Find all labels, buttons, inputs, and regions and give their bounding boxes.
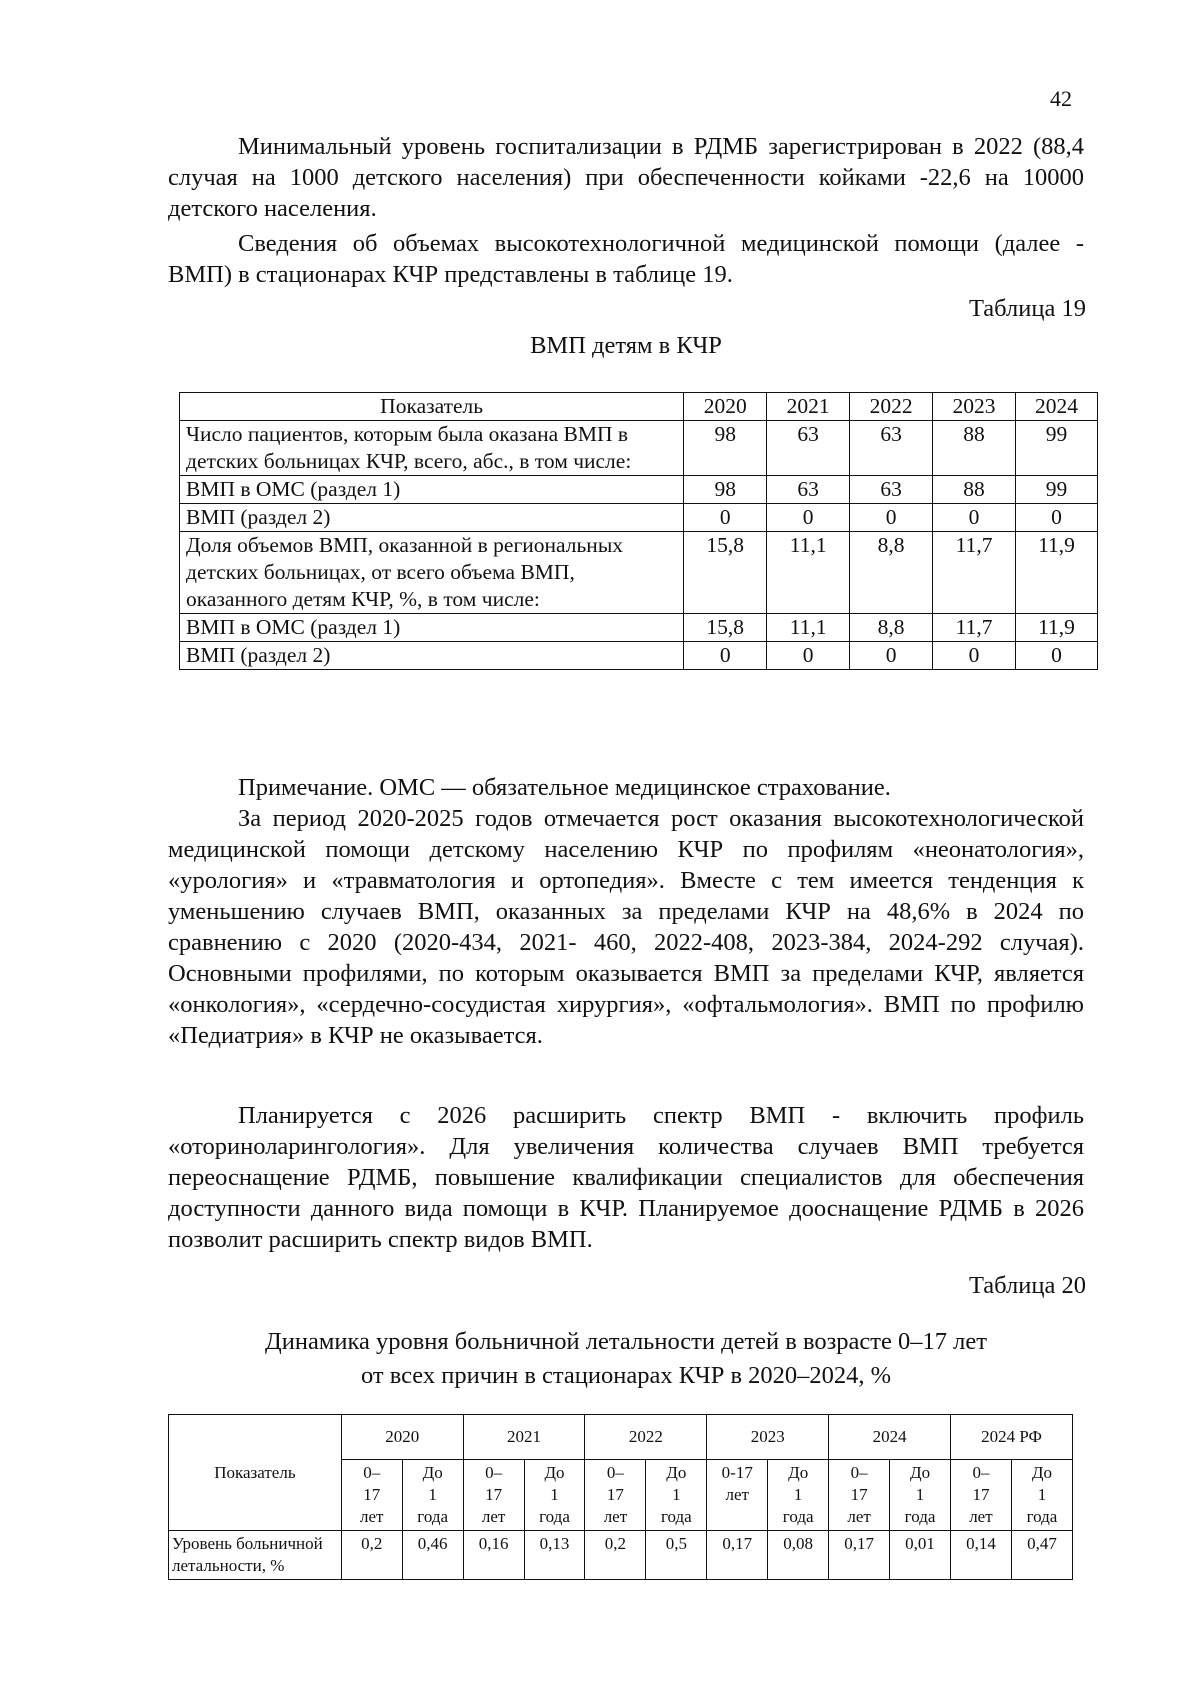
cell-value: 0 xyxy=(933,642,1016,670)
cell-value: 0 xyxy=(684,504,767,532)
sub-age-0-17: 0– 17 лет xyxy=(463,1460,524,1531)
cell-value: 8,8 xyxy=(850,532,933,614)
cell-value: 11,1 xyxy=(767,532,850,614)
cell-value: 15,8 xyxy=(684,532,767,614)
paragraph-vmp-intro xyxy=(168,228,1084,290)
cell-value: 0,13 xyxy=(524,1531,585,1580)
paragraph-text: Минимальный уровень госпитализации в РДМБ зарегистрирован в 2022 (88,4 случая на 1000 детского населения) при обеспеченности койками -22,6 на 10000 детского населения. xyxy=(168,133,1084,222)
table-row xyxy=(180,476,1098,504)
sub-under-1: До 1 года xyxy=(768,1460,829,1531)
cell-value: 11,1 xyxy=(767,614,850,642)
row-label: Доля объемов ВМП, оказанной в региональных детских больницах, от всего объема ВМП, оказанного детям КЧР, %, в том числе: xyxy=(180,532,684,614)
cell-value: 63 xyxy=(767,421,850,476)
sub-age-0-17: 0– 17 лет xyxy=(829,1460,890,1531)
cell-value: 63 xyxy=(767,476,850,504)
cell-value: 0,14 xyxy=(950,1531,1011,1580)
row-label: Уровень больничной летальности, % xyxy=(169,1531,342,1580)
cell-value: 0 xyxy=(767,642,850,670)
cell-value: 0,01 xyxy=(890,1531,951,1580)
header-year: 2024 xyxy=(1016,393,1098,421)
header-year: 2020 xyxy=(684,393,767,421)
table20 xyxy=(168,1414,1073,1580)
cell-value: 0,17 xyxy=(829,1531,890,1580)
cell-value: 0,16 xyxy=(463,1531,524,1580)
header-year: 2021 xyxy=(767,393,850,421)
table19-label: Таблица 19 xyxy=(968,295,1086,322)
row-label: Число пациентов, которым была оказана ВМП в детских больницах КЧР, всего, абс., в том числе: xyxy=(180,421,684,476)
paragraph-vmp-trend xyxy=(168,803,1084,1051)
header-indicator: Показатель xyxy=(180,393,684,421)
cell-value: 0 xyxy=(1016,642,1098,670)
sub-age-0-17: 0-17 лет xyxy=(707,1460,768,1531)
sub-under-1: До 1 года xyxy=(524,1460,585,1531)
cell-value: 8,8 xyxy=(850,614,933,642)
table20-title-line2: от всех причин в стационарах КЧР в 2020–2024, % xyxy=(360,1362,892,1389)
table-row xyxy=(180,614,1098,642)
table-row xyxy=(180,532,1098,614)
paragraph-text: Планируется с 2026 расширить спектр ВМП - включить профиль «оториноларингология». Для увеличения количества случаев ВМП требуется переоснащение РДМБ, повышение квалификации специалистов для обеспечения доступности данного вида помощи в КЧР. Планируемое дооснащение РДМБ в 2026 позволит расширить спектр видов ВМП. xyxy=(168,1102,1084,1253)
paragraph-text: Сведения об объемах высокотехнологичной медицинской помощи (далее - ВМП) в стационарах КЧР представлены в таблице 19. xyxy=(168,230,1084,288)
table-row xyxy=(180,421,1098,476)
cell-value: 0 xyxy=(1016,504,1098,532)
sub-age-0-17: 0– 17 лет xyxy=(341,1460,402,1531)
cell-value: 88 xyxy=(933,476,1016,504)
header-indicator: Показатель xyxy=(169,1415,342,1531)
header-year: 2020 xyxy=(341,1415,463,1460)
table-row xyxy=(169,1531,1073,1580)
row-label: ВМП (раздел 2) xyxy=(180,642,684,670)
table20-label: Таблица 20 xyxy=(968,1272,1086,1299)
cell-value: 63 xyxy=(850,421,933,476)
note-text: Примечание. ОМС — обязательное медицинское страхование. xyxy=(238,774,891,801)
cell-value: 88 xyxy=(933,421,1016,476)
header-year: 2022 xyxy=(850,393,933,421)
header-year: 2022 xyxy=(585,1415,707,1460)
row-label: ВМП в ОМС (раздел 1) xyxy=(180,614,684,642)
sub-age-0-17: 0– 17 лет xyxy=(950,1460,1011,1531)
sub-age-0-17: 0– 17 лет xyxy=(585,1460,646,1531)
cell-value: 15,8 xyxy=(684,614,767,642)
cell-value: 0 xyxy=(850,504,933,532)
note-oms xyxy=(168,772,1084,803)
table19 xyxy=(179,392,1098,670)
header-year: 2021 xyxy=(463,1415,585,1460)
cell-value: 0 xyxy=(684,642,767,670)
sub-under-1: До 1 года xyxy=(1011,1460,1072,1531)
row-label: ВМП в ОМС (раздел 1) xyxy=(180,476,684,504)
table20-title-line1: Динамика уровня больничной летальности детей в возрасте 0–17 лет xyxy=(265,1328,987,1355)
sub-under-1: До 1 года xyxy=(890,1460,951,1531)
page-number: 42 xyxy=(1050,86,1072,111)
table-header-row xyxy=(180,393,1098,421)
table19-title: ВМП детям в КЧР xyxy=(530,332,722,359)
sub-under-1: До 1 года xyxy=(402,1460,463,1531)
cell-value: 0,2 xyxy=(585,1531,646,1580)
cell-value: 0,46 xyxy=(402,1531,463,1580)
table-row xyxy=(180,642,1098,670)
cell-value: 99 xyxy=(1016,421,1098,476)
cell-value: 63 xyxy=(850,476,933,504)
row-label: ВМП (раздел 2) xyxy=(180,504,684,532)
header-year: 2023 xyxy=(707,1415,829,1460)
cell-value: 0 xyxy=(933,504,1016,532)
cell-value: 98 xyxy=(684,476,767,504)
cell-value: 99 xyxy=(1016,476,1098,504)
paragraph-text: За период 2020-2025 годов отмечается рост оказания высокотехнологической медицинской помощи детскому населению КЧР по профилям «неонатология», «урология» и «травматология и ортопедия». Вместе с тем имеется тенденция к уменьшению случаев ВМП, оказанных за пределами КЧР на 48,6% в 2024 по сравнению с 2020 (2020-434, 2021- 460, 2022-408, 2023-384, 2024-292 случая). Основными профилями, по которым оказывается ВМП за пределами КЧР, является «онкология», «сердечно-сосудистая хирургия», «офтальмология». ВМП по профилю «Педиатрия» в КЧР не оказывается. xyxy=(168,805,1084,1049)
cell-value: 0,47 xyxy=(1011,1531,1072,1580)
cell-value: 11,7 xyxy=(933,532,1016,614)
cell-value: 11,9 xyxy=(1016,532,1098,614)
sub-under-1: До 1 года xyxy=(646,1460,707,1531)
header-year: 2023 xyxy=(933,393,1016,421)
table-header-row xyxy=(169,1415,1073,1460)
header-year-rf: 2024 РФ xyxy=(950,1415,1072,1460)
cell-value: 0,5 xyxy=(646,1531,707,1580)
cell-value: 98 xyxy=(684,421,767,476)
cell-value: 0 xyxy=(850,642,933,670)
cell-value: 0,17 xyxy=(707,1531,768,1580)
cell-value: 11,9 xyxy=(1016,614,1098,642)
cell-value: 0 xyxy=(767,504,850,532)
table-row xyxy=(180,504,1098,532)
cell-value: 0,2 xyxy=(341,1531,402,1580)
header-year: 2024 xyxy=(829,1415,951,1460)
paragraph-hospitalization xyxy=(168,131,1084,224)
paragraph-vmp-plan xyxy=(168,1100,1084,1255)
cell-value: 11,7 xyxy=(933,614,1016,642)
cell-value: 0,08 xyxy=(768,1531,829,1580)
